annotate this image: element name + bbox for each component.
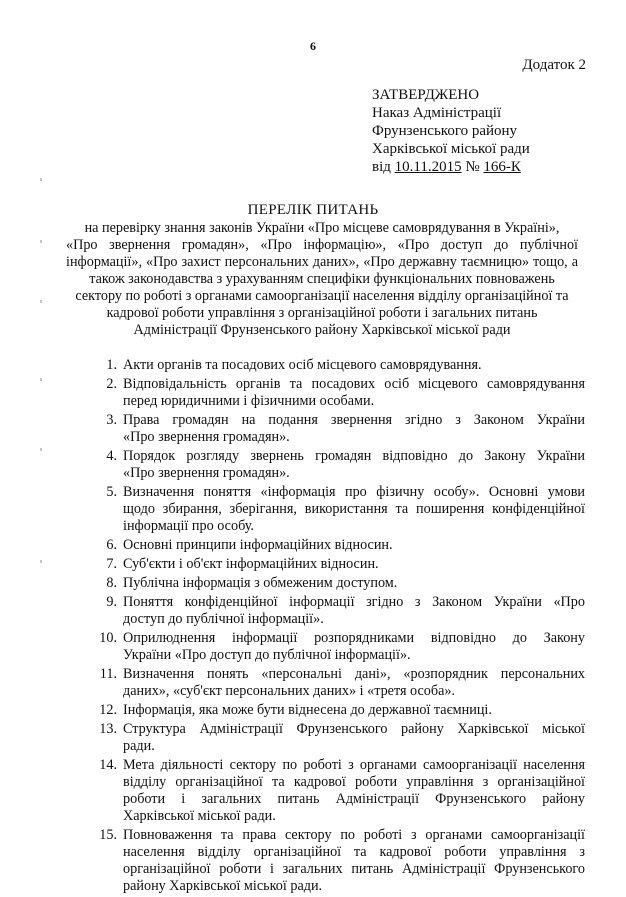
item-text [123, 575, 585, 592]
intro-line: інформації», «Про захист персональних даних», «Про державну таємницю» тощо, а [66, 254, 578, 270]
list-item [85, 594, 585, 628]
item-text [123, 827, 585, 895]
item-number: 2. [106, 376, 117, 392]
approval-order-number: 166-К [483, 159, 521, 175]
list-item [85, 357, 585, 374]
list-item [85, 575, 585, 592]
item-line: Визначення поняття «інформація про фізичну особу». Основні умови [123, 484, 585, 500]
list-item [85, 537, 585, 554]
item-text [123, 757, 585, 825]
item-line: Відповідальність органів та посадових осіб місцевого самоврядування [123, 376, 585, 392]
item-number: 12. [99, 702, 117, 718]
item-text [123, 666, 585, 700]
list-item [85, 827, 585, 895]
item-line: Інформація, яка може бути віднесена до державної таємниці. [123, 702, 492, 718]
intro-line: «Про звернення громадян», «Про інформацію», «Про доступ до публічної [66, 237, 578, 253]
item-number: 6. [106, 537, 117, 553]
page-number: 6 [310, 39, 316, 53]
item-text [123, 630, 585, 664]
item-text [123, 484, 585, 535]
scan-mark [40, 448, 42, 451]
item-line: Публічна інформація з обмеженим доступом. [123, 575, 398, 591]
item-text [123, 412, 585, 446]
item-line: ради. [123, 738, 155, 754]
list-item [85, 412, 585, 446]
intro-line: сектору по роботі з органами самоорганізації населення відділу організаційної та [75, 288, 569, 304]
list-item [85, 376, 585, 410]
scan-mark [40, 240, 42, 243]
scan-mark [40, 300, 42, 303]
question-list [85, 357, 585, 897]
item-text [123, 594, 585, 628]
item-text [123, 721, 585, 755]
item-line: Права громадян на подання звернення згідно з Законом України [123, 412, 585, 428]
item-line: Акти органів та посадових осіб місцевого самоврядування. [123, 357, 482, 373]
list-item [85, 757, 585, 825]
intro-line: кадрової роботи управління з організаційної роботи і загальних питань [106, 305, 538, 321]
approval-date-line [372, 158, 612, 176]
list-item [85, 721, 585, 755]
intro-line: на перевірку знання законів України «Про місцеве самоврядування в Україні», [84, 220, 560, 236]
intro-line: Адміністрації Фрунзенського району Харківської міської ради [133, 322, 511, 338]
item-line: Визначення понять «персональні дані», «розпорядник персональних [123, 666, 585, 682]
list-item [85, 630, 585, 664]
list-item [85, 666, 585, 700]
item-line: населення відділу організаційної та кадрової роботи управління з [123, 844, 585, 860]
list-item [85, 448, 585, 482]
item-line: «Про звернення громадян». [123, 429, 290, 445]
item-line: Основні принципи інформаційних відносин. [123, 537, 393, 553]
approval-date-prefix: від [372, 159, 395, 175]
item-text [123, 357, 585, 374]
item-line: організаційної роботи і загальних питань Адміністрації Фрунзенського [123, 861, 585, 877]
item-line: даних», «суб'єкт персональних даних» і «третя особа». [123, 683, 456, 699]
item-line: щодо збирання, зберігання, використання та поширення конфіденційної [123, 501, 585, 517]
intro-line: також законодавства з урахуванням специфіки функціональних повноважень [89, 271, 555, 287]
list-item [85, 702, 585, 719]
approval-date: 10.11.2015 [394, 159, 462, 175]
scan-mark [40, 560, 42, 563]
item-text [123, 556, 585, 573]
item-line: України «Про доступ до публічної інформації». [123, 647, 411, 663]
item-number: 13. [99, 721, 117, 737]
approval-heading: ЗАТВЕРДЖЕНО [372, 87, 480, 103]
approval-block [372, 86, 612, 176]
annex-label: Додаток 2 [522, 57, 586, 73]
item-text [123, 537, 585, 554]
item-line: інформації про особу. [123, 518, 254, 534]
approval-number-sign: № [461, 159, 484, 175]
item-line: відділу організаційної та кадрової роботи управління з організаційної [123, 774, 585, 790]
item-line: доступ до публічної інформації». [123, 611, 324, 627]
item-text [123, 376, 585, 410]
item-number: 1. [106, 357, 117, 373]
item-number: 9. [106, 594, 117, 610]
item-line: Структура Адміністрації Фрунзенського району Харківської міської [123, 721, 585, 737]
item-line: перед юридичними і фізичними особами. [123, 393, 375, 409]
item-line: району Харківської міської ради. [123, 878, 323, 894]
item-line: Повноваження та права сектору по роботі з органами самоорганізації [123, 827, 585, 843]
item-number: 10. [99, 630, 117, 646]
intro-paragraph [66, 220, 578, 339]
scan-mark [40, 178, 42, 181]
document-title: ПЕРЕЛІК ПИТАНЬ [247, 202, 379, 218]
approval-council: Харківської міської ради [372, 141, 530, 157]
item-line: Харківської міської ради. [123, 808, 276, 824]
item-line: Оприлюднення інформації розпорядниками відповідно до Закону [123, 630, 585, 646]
list-item [85, 556, 585, 573]
item-line: роботи і загальних питань Адміністрації Фрунзенського району [123, 791, 585, 807]
item-line: Поняття конфіденційної інформації згідно з Законом України «Про [123, 594, 585, 610]
item-number: 5. [106, 484, 117, 500]
item-text [123, 448, 585, 482]
approval-order: Наказ Адміністрації [372, 105, 502, 121]
approval-district: Фрунзенського району [372, 123, 518, 139]
item-line: Порядок розгляду звернень громадян відповідно до Закону України [123, 448, 585, 464]
item-number: 14. [99, 757, 117, 773]
item-number: 11. [99, 666, 117, 682]
list-item [85, 484, 585, 535]
item-line: «Про звернення громадян». [123, 465, 290, 481]
item-text [123, 702, 585, 719]
item-number: 4. [106, 448, 117, 464]
item-line: Суб'єкти і об'єкт інформаційних відносин. [123, 556, 379, 572]
item-number: 15. [99, 827, 117, 843]
item-number: 7. [106, 556, 117, 572]
item-number: 8. [106, 575, 117, 591]
item-number: 3. [106, 412, 117, 428]
scan-mark [40, 378, 42, 381]
item-line: Мета діяльності сектору по роботі з органами самоорганізації населення [123, 757, 585, 773]
